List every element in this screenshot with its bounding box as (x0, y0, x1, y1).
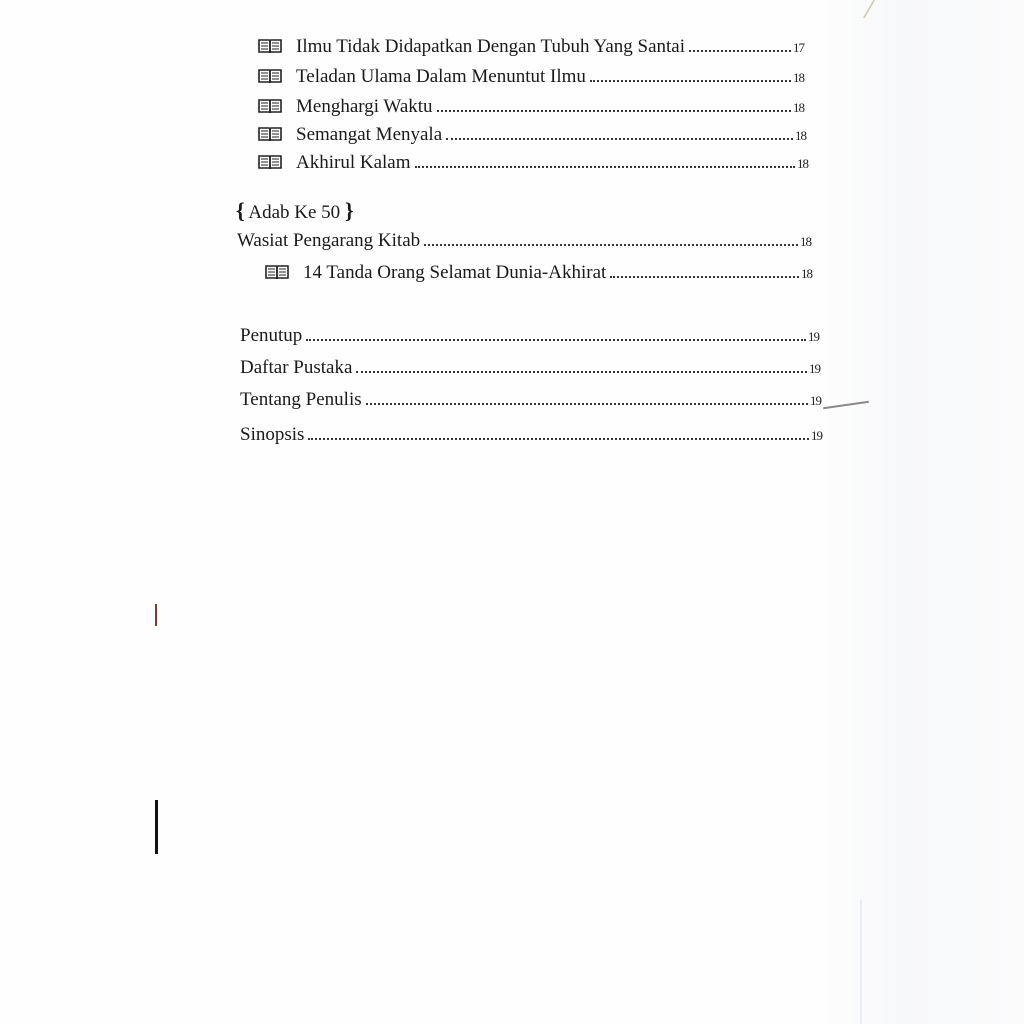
toc-item-label: Ilmu Tidak Didapatkan Dengan Tubuh Yang Santai (296, 36, 685, 57)
toc-page-number: 18 (795, 128, 806, 143)
page-edge-line (860, 900, 862, 1024)
toc-sub-item (265, 262, 812, 284)
dot-leader (308, 438, 809, 440)
toc-item-label: Teladan Ulama Dalam Menuntut Ilmu (296, 66, 586, 87)
toc-sub-item (258, 96, 804, 118)
dot-leader (366, 403, 808, 405)
open-book-icon (258, 154, 282, 170)
toc-entry (240, 357, 820, 379)
toc-page-number: 18 (793, 100, 804, 115)
toc-item-label: Semangat Menyala (296, 124, 443, 145)
toc-page-number: 18 (801, 266, 812, 281)
open-book-icon (258, 68, 282, 84)
toc-entry (240, 389, 821, 411)
chapter-title: Adab Ke 50 (248, 202, 341, 223)
toc-page-number: 17 (793, 40, 804, 55)
toc-sub-item (258, 152, 808, 174)
margin-mark (155, 800, 158, 854)
toc-item-label: Tentang Penulis (240, 389, 362, 410)
chapter-heading (236, 198, 354, 224)
dot-leader (415, 166, 795, 168)
dot-leader (689, 50, 791, 52)
dot-leader (446, 138, 793, 140)
toc-item-label: Penutup (240, 325, 303, 346)
dot-leader (610, 276, 799, 278)
open-book-icon (265, 264, 289, 280)
toc-page-number: 19 (811, 428, 822, 443)
toc-page-number: 18 (800, 234, 811, 249)
toc-page-number: 19 (810, 393, 821, 408)
toc-entry (237, 230, 811, 252)
dot-leader (424, 244, 798, 246)
toc-page-number: 19 (808, 329, 819, 344)
toc-entry (240, 325, 819, 347)
toc-page-number: 18 (797, 156, 808, 171)
toc-item-label: Daftar Pustaka (240, 357, 353, 378)
toc-item-label: Wasiat Pengarang Kitab (237, 230, 421, 251)
toc-sub-item (258, 36, 804, 58)
open-book-icon (258, 98, 282, 114)
toc-item-label: 14 Tanda Orang Selamat Dunia-Akhirat (303, 262, 607, 283)
brace-close: } (344, 198, 354, 223)
page-edge-shadow (826, 0, 1024, 1024)
dot-leader (590, 80, 791, 82)
toc-page-number: 18 (793, 70, 804, 85)
toc-entry (240, 424, 822, 446)
dot-leader (356, 371, 807, 373)
toc-sub-item (258, 124, 806, 146)
margin-mark (155, 604, 157, 626)
dot-leader (437, 110, 791, 112)
toc-page-number: 19 (809, 361, 820, 376)
brace-open: { (236, 198, 245, 223)
toc-item-label: Sinopsis (240, 424, 305, 445)
toc-item-label: Menghargi Waktu (296, 96, 433, 117)
open-book-icon (258, 38, 282, 54)
toc-sub-item (258, 66, 804, 88)
toc-item-label: Akhirul Kalam (296, 152, 411, 173)
dot-leader (306, 339, 806, 341)
open-book-icon (258, 126, 282, 142)
